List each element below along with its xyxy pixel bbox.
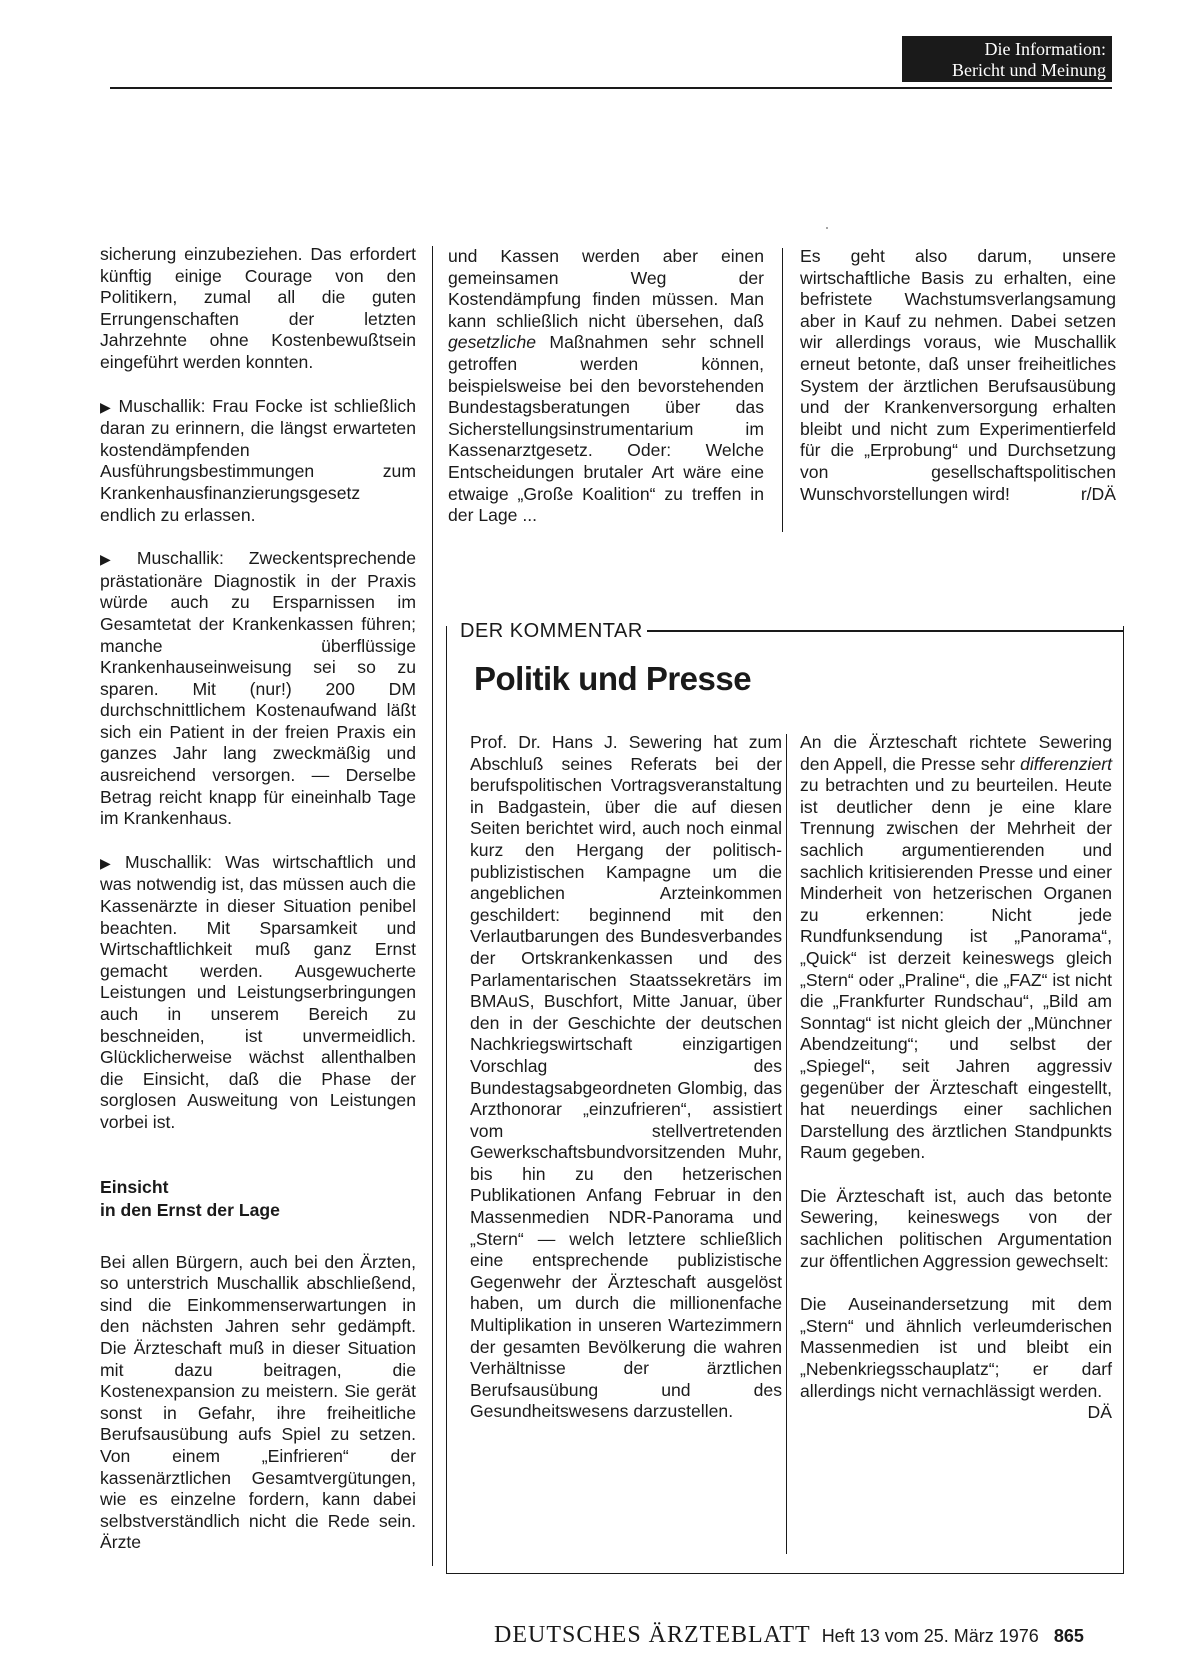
article-column-1 (100, 244, 416, 1554)
header-rule (110, 87, 1112, 89)
triangle-right-icon: ▶ (100, 854, 120, 871)
author-sign: r/DÄ (1080, 483, 1116, 504)
section-tag (902, 36, 1112, 82)
subheading (100, 1176, 416, 1222)
article-column-2 (448, 246, 764, 527)
article-column-3 (800, 246, 1116, 505)
kommentar-column-divider (786, 734, 787, 1554)
paragraph (100, 396, 416, 527)
print-speck (826, 227, 828, 229)
paragraph: Die Ärzteschaft ist, auch das betonte Sewering, keineswegs von der sachlichen politischen Argumentation zur öffentlichen Aggression gewechselt: (800, 1185, 1112, 1271)
paragraph: Bei allen Bürgern, auch bei den Ärzten, so unterstrich Muschallik abschließend, sind die Einkommenserwartungen in den nächsten Jahren sehr gedämpft. Die Ärzteschaft muß in dieser Situation mit dazu beitragen, die Kostenexpansion zu meistern. Sie gerät sonst in Gefahr, ihre freiheitliche Berufsausübung aufs Spiel zu setzen. Von einem „Einfrieren“ der kassenärztlichen Gesamtvergütungen, wie es einzelne fordern, kann dabei selbstverständlich nicht die Rede sein. Ärzte (100, 1251, 416, 1553)
paragraph-text: Maßnahmen sehr schnell getroffen werden können, beispielsweise bei den bevorstehenden Bundestagsberatungen über das Sicherstellungsinstrumentarium im Kassenarztgesetz. Oder: Welche Entscheidungen brutaler Art wäre eine etwaige „Große Koalition“ zu treffen in der Lage ... (448, 332, 764, 526)
kommentar-title: Politik und Presse (474, 660, 752, 697)
section-tag-line1: Die Information: (984, 39, 1106, 59)
subheading-line: in den Ernst der Lage (100, 1199, 280, 1220)
page-footer (494, 1622, 1084, 1649)
section-tag-line2: Bericht und Meinung (952, 60, 1106, 80)
issue-info: Heft 13 vom 25. März 1976 (821, 1626, 1039, 1646)
masthead: DEUTSCHES ÄRZTEBLATT (494, 1622, 811, 1648)
paragraph (800, 1294, 1112, 1423)
paragraph-text: Es geht also darum, unsere wirtschaftliche Basis zu erhalten, eine befristete Wachstumsverlangsamung aber in Kauf zu nehmen. Dabei setzen wir allerdings voraus, wie Muschallik erneut betonte, daß unser freiheitliches System der ärztlichen Berufsausübung und der Krankenversorgung erhalten bleibt und nicht zum Experimentierfeld für die „Erprobung“ und Durchsetzung von gesellschaftspolitischen Wunschvorstellungen wird! (800, 246, 1116, 504)
paragraph (800, 246, 1116, 505)
kommentar-column-right (800, 732, 1112, 1424)
paragraph-text: und Kassen werden aber einen gemeinsamen Weg der Kostendämpfung finden müssen. Man kann schließlich nicht übersehen, daß (448, 246, 764, 331)
kommentar-column-left (470, 732, 782, 1423)
paragraph (100, 548, 416, 830)
paragraph-text: Die Auseinandersetzung mit dem „Stern“ und ähnlich verleumderischen Massenmedien ist und bleibt ein „Nebenkriegsschauplatz“; er darf allerdings nicht vernachlässigt werden. (800, 1294, 1112, 1401)
emphasis: differenziert (1020, 753, 1112, 774)
emphasis: gesetzliche (448, 332, 537, 353)
column-divider (782, 248, 783, 532)
paragraph (800, 732, 1112, 1164)
triangle-right-icon: ▶ (100, 398, 113, 415)
column-divider (432, 246, 433, 1566)
subheading-line: Einsicht (100, 1176, 169, 1197)
paragraph: Prof. Dr. Hans J. Sewering hat zum Abschluß seines Referats bei der berufspolitischen Vortragsveranstaltung in Badgastein, über die auf diesen Seiten berichtet wird, auch noch einmal kurz den Hergang der politisch-publizistischen Kampagne um die angeblichen Arzteinkommen geschildert: beginnend mit den Verlautbarungen des Bundesverbandes der Ortskrankenkassen und des Parlamentarischen Staatssekretärs im BMAuS, Buschfort, Mitte Januar, über den in der Geschichte der deutschen Nachkriegswirtschaft einzigartigen Vorschlag des Bundestagsabgeordneten Glombig, das Arzthonorar „einzufrieren“, assistiert vom stellvertretenden Gewerkschaftsbundvorsitzenden Muhr, bis hin zu den hetzerischen Publikationen Anfang Februar in den Massenmedien NDR-Panorama und „Stern“ — welch letztere schließlich eine entsprechende publizistische Gegenwehr der Ärzteschaft ausgelöst haben, um durch die millionenfache Multiplikation in unseren Wartezimmern der gesamten Bevölkerung die wahren Verhältnisse der ärztlichen Berufsausübung und des Gesundheitswesens darzustellen. (470, 732, 782, 1422)
paragraph-text: An die Ärzteschaft richtete Sewering den Appell, die Presse sehr (800, 732, 1112, 774)
page-number: 865 (1053, 1626, 1084, 1646)
paragraph-text: zu betrachten und zu beurteilen. Heute ist deutlicher denn je eine klare Trennung zwischen der Mehrheit der sachlich argumentierenden und sachlich kritisierenden Presse und einer Minderheit von hetzerischen Organen zu erkennen: Nicht jede Rundfunksendung ist „Panorama“, „Quick“ ist derzeit keineswegs gleich „Stern“ oder „Praline“, die „FAZ“ ist nicht die „Frankfurter Rundschau“, „Bild am Sonntag“ ist nicht gleich der „Münchner Abendzeitung“; und selbst der „Spiegel“, seit Jahren aggressiv gegenüber der Ärzteschaft eingestellt, hat neuerdings einer sachlichen Darstellung des ärztlichen Standpunkts Raum gegeben. (800, 775, 1112, 1163)
triangle-right-icon: ▶ (100, 551, 131, 568)
kommentar-top-rule (600, 630, 1124, 632)
kommentar-label: DER KOMMENTAR (456, 620, 647, 643)
paragraph-text: Muschallik: Zweckentsprechende prästationäre Diagnostik in der Praxis würde auch zu Ersparnissen im Gesamtetat der Krankenkassen führen; manche überflüssige Krankenhauseinweisung sei so zu sparen. Mit (nur!) 200 DM durchschnittlichem Kostenaufwand läßt sich ein Patient in der freien Praxis ein ganzes Jahr lang zweckmäßig und ausreichend versorgen. — Derselbe Betrag reicht knapp für eineinhalb Tage im Krankenhaus. (100, 548, 416, 829)
paragraph-text: Muschallik: Frau Focke ist schließlich daran zu erinnern, die längst erwarteten kostendämpfenden Ausführungsbestimmungen zum Krankenhausfinanzierungsgesetz endlich zu erlassen. (100, 395, 416, 525)
author-sign: DÄ (1087, 1402, 1112, 1423)
paragraph (448, 246, 764, 527)
paragraph: sicherung einzubeziehen. Das erfordert künftig einige Courage von den Politikern, zumal all die guten Errungenschaften der letzten Jahrzehnte ohne Kostenbewußtsein eingeführt werden konnten. (100, 244, 416, 372)
paragraph-text: Muschallik: Was wirtschaftlich und was notwendig ist, das müssen auch die Kassenärzte in dieser Situation penibel beachten. Mit Sparsamkeit und Wirtschaftlichkeit muß ganz Ernst gemacht werden. Ausgewucherte Leistungen und Leistungserbringungen auch in unserem Bereich zu beschneiden, ist unvermeidlich. Glücklicherweise wächst allenthalben die Einsicht, daß die Phase der sorglosen Ausweitung von Leistungen vorbei ist. (100, 851, 416, 1132)
paragraph (100, 852, 416, 1134)
